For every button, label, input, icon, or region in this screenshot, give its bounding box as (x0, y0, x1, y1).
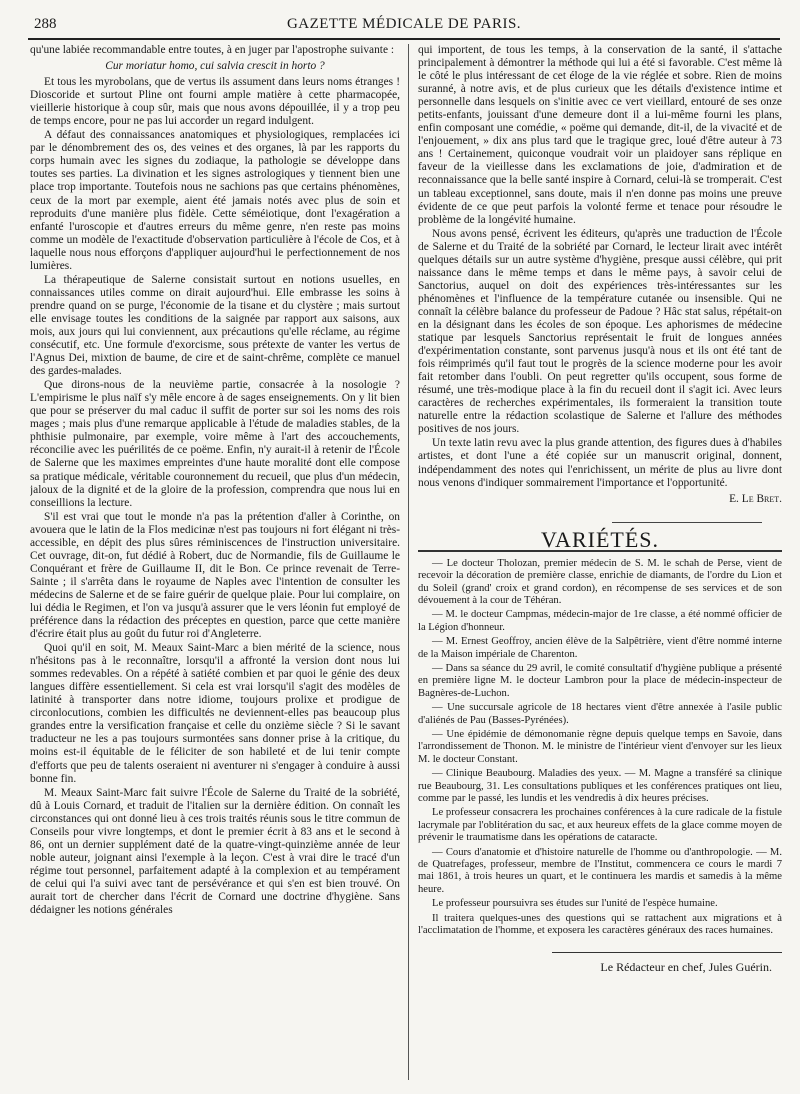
paragraph: Nous avons pensé, écrivent les éditeurs, qu'après une traduction de l'École de Salerne et du Traité de la sobriété par Cornard, le lecteur lirait avec intérêt quelques détails sur un autre système d'hygiène, presque aussi célèbre, qui prit naissance dans le même temps et dans le même pays, à savoir celui de Sanctorius, auquel on doit des expériences très-intéressantes sur les phénomènes et l'influence de la température cutanée ou insensible. Qui ne connaît la célèbre balance du professeur de Padoue ? Hâc stat salus, répétait-on en la désignant dans les écoles de son époque. Les aphorismes de médecine statique par lesquels Sanctorius représentait le fruit de longues années d'expérimentation constante, sont parvenus jusqu'à nous et ils ont été tant de fois réimprimés qu'il faut tout le progrès de la science moderne pour les avoir fait retomber dans l'oubli. On peut regretter qu'ils occupent, sous forme de résumé, une très-modique place à la fin du recueil dont il s'agit ici. Avec leurs caractères de recherches expérimentales, ils formeraient la transition toute naturelle entre la rédaction scolastique de Salerne et l'allure des méthodes positives de nos jours. (418, 227, 782, 436)
page-number: 288 (34, 16, 57, 32)
paragraph: Un texte latin revu avec la plus grande attention, des figures dues à d'habiles artistes, et dont l'une a été copiée sur un manuscrit original, donnent, indépendamment des notes qui l'enrichissent, un mérite de plus au livre dont nous venons d'indiquer sommairement l'importance et l'opportunité. (418, 437, 782, 489)
news-item: — Dans sa séance du 29 avril, le comité consultatif d'hygiène publique a présenté en première ligne M. le docteur Lambron pour la place de médecin-inspecteur de Bagnères-de-Luchon. (418, 662, 782, 699)
paragraph: Quoi qu'il en soit, M. Meaux Saint-Marc a bien mérité de la science, nous n'hésitons pas à le reconnaître, lorsqu'il a affronté la version dont nous lui sommes redevables. On a répété à satiété combien et par quoi le génie des deux langues diffère essentiellement. Si cela est vrai lorsqu'il s'agit des modèles de latinité à transporter dans notre idiome, toujours prolixe et prodigue de circonlocutions, combien les difficultés ne deviennent-elles pas beaucoup plus grandes entre la versification française et celle du onzième siècle ? Si le savant traducteur ne les a pas toujours surmontées sans donner prise à la critique, du moins est-il équitable de le féliciter de son habileté et de lui tenir compte d'efforts que peu de talents oseraient ni aventurer ni s'engager à conduire à aussi bonne fin. (30, 642, 400, 785)
section-divider (418, 514, 782, 527)
paragraph: S'il est vrai que tout le monde n'a pas la prétention d'aller à Corinthe, on avouera que le latin de la Flos medicinæ n'est pas toujours ni fort élégant ni très-accessible, en dépit des plus sûres réminiscences de l'instruction universitaire. Cet ouvrage, dit-on, fut dédié à Robert, duc de Normandie, fils de Guillaume le Conquérant et frère de Guillaume II, dit le Bon. Ce prince revenait de Terre-Sainte ; il s'arrêta dans le royaume de Naples avec l'intention de consulter les médecins de Salerne et de se faire guérir de quelque plaie. Pour lui complaire, on lui dédia le Regimen, et l'on va jusqu'à assurer que le vers léonin fut employé de préférence dans la rédaction des préceptes en question, parce que cette manière d'écrire était plus au goût du futur roi d'Angleterre. (30, 510, 400, 641)
page-header (28, 14, 780, 40)
paragraph: qu'une labiée recommandable entre toutes, à en juger par l'apostrophe suivante : (30, 44, 395, 56)
footer-divider (418, 944, 782, 957)
paragraph: Et tous les myrobolans, que de vertus ils assument dans leurs noms étranges ! Dioscoride et surtout Pline ont fourni ample matière à cette pharmacopée, vieillerie historique à coup sûr, mais que nous avons dépouillée, il y a trop peu de temps encore, pour ne pas lui accorder un regard indulgent. (30, 76, 400, 128)
latin-quote: Cur moriatur homo, cui salvia crescit in horto ? (105, 60, 325, 73)
editor-signature: Le Rédacteur en chef, Jules Guérin. (600, 959, 772, 974)
news-item: Le professeur poursuivra ses études sur l'unité de l'espèce humaine. (432, 898, 718, 910)
left-column (30, 44, 400, 1080)
news-item: — M. Ernest Geoffroy, ancien élève de la Salpêtrière, vient d'être nommé interne de la Maison impériale de Charenton. (418, 636, 782, 660)
section-title: VARIÉTÉS. (418, 533, 782, 552)
paragraph: A défaut des connaissances anatomiques et physiologiques, remplacées ici par le dénombrement des os, des veines et des organes, là par les rapports du corps humain avec les signes du zodiaque, la pathologie se développe dans toutes ses parties. La divination et les signes astrologiques y tiennent bien une place trop importante. Toutefois nous ne sachions pas que certains phénomènes, ceux de la mort par exemple, aient été jamais notés avec plus de soin et reproduits d'une manière plus fidèle. Cette séméiotique, dont l'exagération a enfanté l'uroscopie et d'autres erreurs du même genre, n'en reste pas moins comme un modèle de l'exactitude d'observation particulière à l'école de Cos, et à laquelle nous nous efforçons d'appliquer aujourd'hui le perfectionnement de nos lumières. (30, 129, 400, 272)
news-item: Il traitera quelques-unes des questions qui se rattachent aux migrations et à l'acclimatation de l'homme, et exposera les caractères généraux des races humaines. (418, 912, 782, 937)
news-item: — Cours d'anatomie et d'histoire naturelle de l'homme ou d'anthropologie. — M. de Quatrefages, professeur, membre de l'Institut, commencera ce cours le mardi 7 mai 1861, à trois heures un quart, et le continuera les mardis et samedis à la même heure. (418, 846, 782, 895)
right-column (418, 44, 782, 1080)
paragraph: qui importent, de tous les temps, à la conservation de la santé, il s'attache principalement à démontrer la méthode qui lui a été si favorable. C'est même là le côté le plus intéressant de cet éloge de la vie réglée et sobre. Rien de moins suranné, à notre avis, et de plus curieux que les détails d'existence intime et personnelle dans lesquels on s'initie avec ce vert vieillard, entouré de ses onze petits-enfants, jouissant d'une demeure dont il a lui-même fourni les plans, enfin composant une comédie, « poëme qui demande, dit-il, de la vivacité et de l'enjouement, » dix ans plus tard que le tragique grec, loué d'être auteur à 73 ans ! Certainement, quiconque voudrait voir un plaidoyer sans réplique en faveur de la vieillesse dans les exclamations de joie, d'admiration et de reconnaissance que la belle santé inspire à Cornard, celui-là se tromperait. C'est un tableau exceptionnel, sans doute, mais il n'en donne pas moins une preuve évidente de ce que peut parfois la volonté ferme et tenace pour résoudre le problème de la longévité humaine. (418, 44, 782, 226)
news-item: — Le docteur Tholozan, premier médecin de S. M. le schah de Perse, vient de recevoir la décoration de première classe, enrichie de diamants, de l'ordre du Lion et du Soleil (grand' croix et grand cordon), en récompense de ses services et de son dévouement à la cour de Téhéran. (418, 557, 782, 606)
paragraph: La thérapeutique de Salerne consistait surtout en notions usuelles, en connaissances utiles comme on dirait aujourd'hui. Elle embrasse les soins à prendre quand on se purge, l'économie de la tisane et du clystère ; mais surtout elle envisage toutes les conditions de la saignée par rapport aux saisons, aux mois, aux jours qui lui conviennent, aux précautions qu'elle réclame, au régime consécutif, etc. Une formule d'exorcisme, sous prétexte de vanter les vertus de l'Agnus Dei, mixtion de baume, de cire et de saint-chrême, complète ce manuel des gardes-malades. (30, 273, 400, 378)
paragraph: Que dirons-nous de la neuvième partie, consacrée à la nosologie ? L'empirisme le plus naïf s'y mêle encore à de sages enseignements. On y lit bien que pour se préserver du mal caduc il suffit de porter sur soi les noms des rois mages ; mais plus d'une remarque applicable à l'étude de maladies stables, de la phthisie pulmonaire, par exemple, voire même à l'art des accouchements, réconcilie avec les puérilités de ce poëme. Enfin, n'y aurait-il à retenir de l'École de Salerne que les maximes empreintes d'une haute moralité dont elle compose sa pratique médicale, véritable couronnement du recueil, que plus d'un médecin, jaloux de la dignité et de la gloire de la profession, comprendra que nous lui en conseillions la lecture. (30, 379, 400, 509)
running-title: GAZETTE MÉDICALE DE PARIS. (286, 16, 522, 32)
column-rule (408, 44, 409, 1080)
news-item: — Une épidémie de démonomanie règne depuis quelque temps en Savoie, dans l'arrondissement de Thonon. M. le ministre de l'intérieur vient d'envoyer sur les lieux M. le docteur Constant. (418, 729, 782, 765)
news-item: Le professeur consacrera les prochaines conférences à la cure radicale de la fistule lacrymale par l'oblitération du sac, et aux heureux effets de la glace comme moyen de prévenir le traumatisme dans les opérations de cataracte. (418, 807, 782, 844)
news-item: — M. le docteur Campmas, médecin-major de 1re classe, a été nommé officier de la Légion d'honneur. (418, 609, 782, 633)
paragraph: M. Meaux Saint-Marc fait suivre l'École de Salerne du Traité de la sobriété, dû à Louis Cornard, et traduit de l'italien sur la dernière édition. On connaît les circonstances qui ont donné lieu à ces trois traités réunis sous le titre commun de Conseils pour vivre longtemps, et dont le premier écrit à 83 ans et le second à 86, ont un dernier supplément daté de la quatre-vingt-quinzième année de leur noble auteur, joignant ainsi l'exemple à la leçon. C'est à vrai dire le tracé d'un régime tout personnel, parfaitement adapté à la complexion et au tempérament de celui qui l'a suivi avec tant de persévérance et qui s'en est bien trouvé. On aurait tort de chercher dans l'écrit de Cornard une doctrine d'hygiène. Sans dédaigner les notions générales (30, 786, 400, 917)
news-item: — Une succursale agricole de 18 hectares vient d'être annexée à l'asile public d'aliénés de Pau (Basses-Pyrénées). (418, 702, 782, 726)
news-item: — Clinique Beaubourg. Maladies des yeux. — M. Magne a transféré sa clinique rue Beaubourg, 31. Les consultations publiques et les conférences pratiques ont lieu, comme par le passé, les lundis et les vendredis à dix heures précises. (418, 768, 782, 805)
author-signature: E. Le Bret. (729, 492, 782, 505)
news-list (418, 558, 782, 938)
